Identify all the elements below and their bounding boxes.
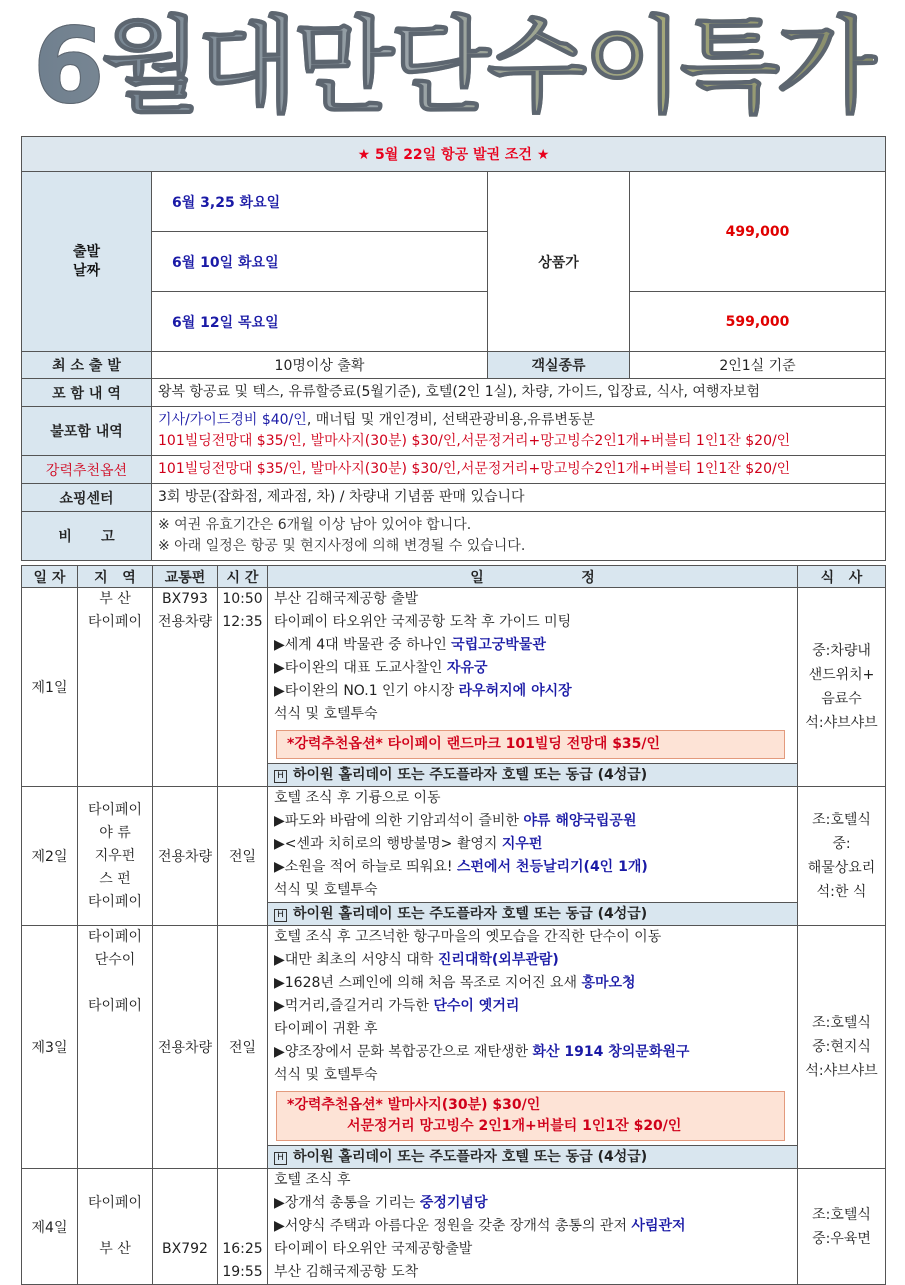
remarks-value: ※ 여권 유효기간은 6개월 이상 남아 있어야 합니다. ※ 아래 일정은 항공 및 현지사정에 의해 변경될 수 있습니다. — [152, 512, 886, 561]
room-type-label: 객실종류 — [488, 352, 630, 379]
recommended-option-label: 강력추천옵션 — [22, 456, 152, 484]
hotel-info: H 하이원 홀리데이 또는 주도플라자 호텔 또는 동급 (4성급) — [268, 902, 797, 925]
day-label: 제1일 — [22, 588, 78, 787]
transport: BX792 — [153, 1169, 218, 1285]
meals: 중:차량내 샌드위치+ 음료수 석:샤브샤브 — [798, 588, 886, 787]
hotel-icon: H — [274, 909, 287, 922]
shopping-label: 쇼핑센터 — [22, 484, 152, 512]
itinerary: 호텔 조식 후 ▶장개석 총통을 기리는 중정기념당 ▶서양식 주택과 아름다운 정원을 갖춘 장개석 총통의 관저 사림관저 타이페이 타오위안 국제공항출발 부산 김해국제공항 도착 — [268, 1169, 798, 1285]
day-4-row — [22, 1169, 886, 1285]
excluded-label: 불포함 내역 — [22, 407, 152, 456]
region: 부 산 타이페이 — [78, 588, 153, 787]
itinerary-table — [21, 565, 886, 1285]
transport: 전용차량 — [153, 787, 218, 926]
itinerary: 호텔 조식 후 기륭으로 이동 ▶파도와 바람에 의한 기암괴석이 즐비한 야류 해양국립공원 ▶<센과 치히로의 행방불명> 촬영지 지우펀 ▶소원을 적어 하늘로 띄워요! 스펀에서 천등날리기(4인 1개) 석식 및 호텔투숙 H 하이원 홀리데이 또는 주도플라자 호텔 또는 동급 (4성급) — [268, 787, 798, 926]
price-2: 599,000 — [630, 292, 886, 352]
room-type-value: 2인1실 기준 — [630, 352, 886, 379]
remarks-label: 비 고 — [22, 512, 152, 561]
hotel-icon: H — [274, 1152, 287, 1165]
itinerary-header: 일 자 지 역 교통편 시 간 일 정 식 사 — [22, 566, 886, 588]
option-box: *강력추천옵션* 타이페이 랜드마크 101빌딩 전망대 $35/인 — [276, 730, 785, 759]
min-departure-label: 최 소 출 발 — [22, 352, 152, 379]
recommended-option-value: 101빌딩전망대 $35/인, 발마사지(30분) $30/인,서문정거리+망고빙수2인1개+버블티 1인1잔 $20/인 — [152, 456, 886, 484]
meals: 조:호텔식 중: 해물상요리 석:한 식 — [798, 787, 886, 926]
included-value: 왕복 항공료 및 텍스, 유류할증료(5월기준), 호텔(2인 1실), 차량, 가이드, 입장료, 식사, 여행자보험 — [152, 379, 886, 407]
region: 타이페이 부 산 — [78, 1169, 153, 1285]
day-label: 제2일 — [22, 787, 78, 926]
ticketing-notice: ★ 5월 22일 항공 발권 조건 ★ — [22, 137, 886, 172]
excluded-options: 101빌딩전망대 $35/인, 발마사지(30분) $30/인,서문정거리+망고빙수2인1개+버블티 1인1잔 $20/인 — [158, 433, 791, 449]
departure-date-2: 6월 10일 화요일 — [152, 232, 488, 292]
min-departure-value: 10명이상 출확 — [152, 352, 488, 379]
page-banner — [0, 0, 905, 132]
itinerary: 호텔 조식 후 고즈넉한 항구마을의 옛모습을 간직한 단수이 이동 ▶대만 최초의 서양식 대학 진리대학(외부관람) ▶1628년 스페인에 의해 처음 목조로 지어진 요새 홍마오청 ▶먹거리,즐길거리 가득한 단수이 옛거리 타이페이 귀환 후 ▶양조장에서 문화 복합공간으로 재탄생한 화산 1914 창의문화원구 석식 및 호텔투숙 *강력추천옵션* 발마사지(30분) $30/인 서문정거리 망고빙수 2인1개+버블티 1인1잔 $20/인 H 하이원 홀리데이 또는 주도플라자 호텔 또는 동급 (4성급) — [268, 926, 798, 1169]
time: 전일 — [218, 926, 268, 1169]
hotel-info: H 하이원 홀리데이 또는 주도플라자 호텔 또는 동급 (4성급) — [268, 1145, 797, 1168]
time: 16:25 19:55 — [218, 1169, 268, 1285]
tour-info-table — [21, 136, 886, 561]
itinerary: 부산 김해국제공항 출발 타이페이 타오위안 국제공항 도착 후 가이드 미팅 ▶세계 4대 박물관 중 하나인 국립고궁박물관 ▶타이완의 대표 도교사찰인 자유궁 ▶타이완의 NO.1 인기 야시장 라우허지에 야시장 석식 및 호텔투숙 *강력추천옵션* 타이페이 랜드마크 101빌딩 전망대 $35/인 H 하이원 홀리데이 또는 주도플라자 호텔 또는 동급 (4성급) — [268, 588, 798, 787]
departure-label: 출발 날짜 — [22, 172, 152, 352]
day-1-row — [22, 588, 886, 787]
guide-fee: 기사/가이드경비 $40/인 — [158, 412, 307, 428]
excluded-value: 기사/가이드경비 $40/인, 매너팁 및 개인경비, 선택관광비용,유류변동분 101빌딩전망대 $35/인, 발마사지(30분) $30/인,서문정거리+망고빙수2인1개+버블티 1인1잔 $20/인 — [152, 407, 886, 456]
day-2-row — [22, 787, 886, 926]
transport: BX793 전용차량 — [153, 588, 218, 787]
meals: 조:호텔식 중:우육면 — [798, 1169, 886, 1285]
shopping-value: 3회 방문(잡화점, 제과점, 차) / 차량내 기념품 판매 있습니다 — [152, 484, 886, 512]
transport: 전용차량 — [153, 926, 218, 1169]
option-box: *강력추천옵션* 발마사지(30분) $30/인 서문정거리 망고빙수 2인1개+버블티 1인1잔 $20/인 — [276, 1091, 785, 1141]
hotel-info: H 하이원 홀리데이 또는 주도플라자 호텔 또는 동급 (4성급) — [268, 763, 797, 786]
banner-title: 6월대만단수이특가 — [32, 5, 873, 127]
price-1: 499,000 — [630, 172, 886, 292]
day-3-row — [22, 926, 886, 1169]
region: 타이페이 단수이 타이페이 — [78, 926, 153, 1169]
hotel-icon: H — [274, 770, 287, 783]
time: 10:50 12:35 — [218, 588, 268, 787]
price-label: 상품가 — [488, 172, 630, 352]
region: 타이페이 야 류 지우펀 스 펀 타이페이 — [78, 787, 153, 926]
time: 전일 — [218, 787, 268, 926]
meals: 조:호텔식 중:현지식 석:샤브샤브 — [798, 926, 886, 1169]
day-label: 제3일 — [22, 926, 78, 1169]
day-label: 제4일 — [22, 1169, 78, 1285]
departure-date-3: 6월 12일 목요일 — [152, 292, 488, 352]
included-label: 포 함 내 역 — [22, 379, 152, 407]
departure-date-1: 6월 3,25 화요일 — [152, 172, 488, 232]
